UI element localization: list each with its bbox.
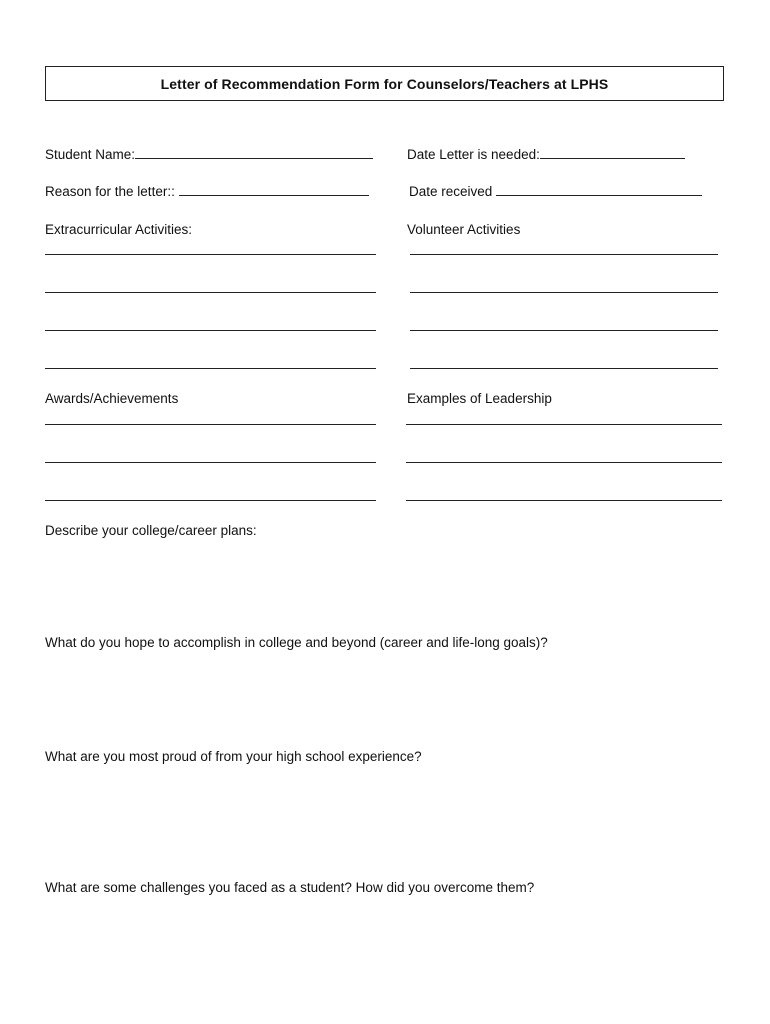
awards-line-1[interactable]: [45, 424, 376, 425]
reason-label: Reason for the letter::: [45, 184, 175, 199]
awards-label: Awards/Achievements: [45, 391, 179, 406]
leadership-line-2[interactable]: [406, 462, 722, 463]
awards-line-3[interactable]: [45, 500, 376, 501]
extracurricular-line-2[interactable]: [45, 292, 376, 293]
form-title: Letter of Recommendation Form for Counselors/Teachers at LPHS: [160, 75, 609, 92]
volunteer-line-4[interactable]: [410, 368, 718, 369]
date-needed-label: Date Letter is needed:: [407, 147, 540, 162]
volunteer-line-2[interactable]: [410, 292, 718, 293]
date-received-field[interactable]: [409, 182, 702, 200]
volunteer-line-1[interactable]: [410, 254, 718, 255]
volunteer-label: Volunteer Activities: [407, 222, 521, 237]
date-needed-input-line[interactable]: [540, 145, 685, 159]
reason-input-line[interactable]: [179, 182, 369, 196]
student-name-label: Student Name:: [45, 147, 136, 162]
form-title-box: [45, 66, 724, 101]
volunteer-line-3[interactable]: [410, 330, 718, 331]
student-name-field[interactable]: [45, 145, 373, 163]
leadership-line-3[interactable]: [406, 500, 722, 501]
date-received-input-line[interactable]: [496, 182, 702, 196]
reason-field[interactable]: [45, 182, 369, 200]
date-needed-field[interactable]: [407, 145, 685, 163]
extracurricular-label: Extracurricular Activities:: [45, 222, 193, 237]
question-challenges: What are some challenges you faced as a student? How did you overcome them?: [45, 880, 535, 895]
question-plans: Describe your college/career plans:: [45, 523, 257, 538]
extracurricular-line-4[interactable]: [45, 368, 376, 369]
question-goals: What do you hope to accomplish in college and beyond (career and life-long goals)?: [45, 635, 548, 650]
extracurricular-line-1[interactable]: [45, 254, 376, 255]
student-name-input-line[interactable]: [135, 145, 373, 159]
date-received-label: Date received: [409, 184, 493, 199]
leadership-label: Examples of Leadership: [407, 391, 552, 406]
leadership-line-1[interactable]: [406, 424, 722, 425]
question-proud: What are you most proud of from your high school experience?: [45, 749, 422, 764]
awards-line-2[interactable]: [45, 462, 376, 463]
extracurricular-line-3[interactable]: [45, 330, 376, 331]
